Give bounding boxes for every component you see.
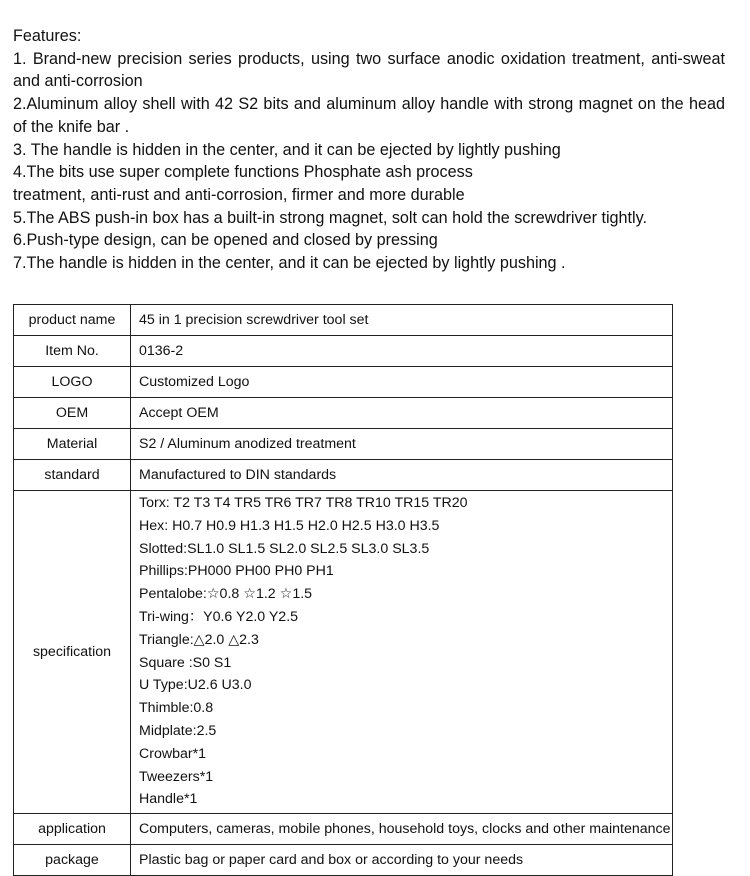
table-row [14, 845, 673, 876]
spec-item: Torx: T2 T3 T4 TR5 TR6 TR7 TR8 TR10 TR15 TR20 [139, 495, 468, 511]
row-value: Manufactured to DIN standards [131, 460, 673, 491]
spec-item: Tri-wing：Y0.6 Y2.0 Y2.5 [139, 608, 299, 625]
table-row [14, 429, 673, 460]
table-row [14, 336, 673, 367]
feature-line: 4.The bits use super complete functions Phosphate ash process [13, 163, 473, 182]
spec-item: Handle*1 [139, 791, 198, 808]
specification-row [14, 491, 673, 814]
spec-item: Midplate:2.5 [139, 722, 217, 739]
specification-list [131, 491, 673, 814]
feature-line: 5.The ABS push-in box has a built-in strong magnet, solt can hold the screwdriver tightly. [13, 208, 648, 227]
spec-item: Crowbar*1 [139, 745, 207, 762]
row-value: Accept OEM [131, 398, 673, 429]
row-label: Material [14, 429, 131, 460]
row-value: 0136-2 [131, 336, 673, 367]
row-label: specification [14, 491, 131, 814]
feature-line: 7.The handle is hidden in the center, and it can be ejected by lightly pushing . [13, 254, 566, 273]
feature-line: 2.Aluminum alloy shell with 42 S2 bits and aluminum alloy handle with strong magnet on the head of the knife bar . [13, 95, 725, 136]
feature-line: treatment, anti-rust and anti-corrosion, firmer and more durable [13, 185, 465, 204]
row-label: LOGO [14, 367, 131, 398]
features-section [13, 25, 725, 275]
spec-item: Pentalobe:☆0.8 ☆1.2 ☆1.5 [139, 586, 313, 603]
spec-item: U Type:U2.6 U3.0 [139, 677, 252, 694]
product-spec-table [13, 304, 673, 876]
row-label: product name [14, 305, 131, 336]
features-heading: Features: [13, 27, 82, 45]
table-row [14, 814, 673, 845]
spec-item: Hex: H0.7 H0.9 H1.3 H1.5 H2.0 H2.5 H3.0 H3.5 [139, 517, 440, 534]
row-label: standard [14, 460, 131, 491]
row-value: Customized Logo [131, 367, 673, 398]
row-label: application [14, 814, 131, 845]
table-row [14, 367, 673, 398]
row-value: Computers, cameras, mobile phones, household toys, clocks and other maintenance [131, 814, 673, 845]
row-label: OEM [14, 398, 131, 429]
table-row [14, 305, 673, 336]
row-value: Plastic bag or paper card and box or according to your needs [131, 845, 673, 876]
row-value: S2 / Aluminum anodized treatment [131, 429, 673, 460]
spec-item: Thimble:0.8 [139, 700, 214, 717]
feature-line: 1. Brand-new precision series products, using two surface anodic oxidation treatment, anti-sweat and anti-corrosion [13, 49, 725, 91]
spec-item: Phillips:PH000 PH00 PH0 PH1 [139, 563, 334, 580]
table-row [14, 460, 673, 491]
row-value: 45 in 1 precision screwdriver tool set [131, 305, 673, 336]
feature-line: 6.Push-type design, can be opened and closed by pressing [13, 231, 438, 250]
row-label: Item No. [14, 336, 131, 367]
spec-item: Tweezers*1 [139, 768, 214, 785]
spec-item: Triangle:△2.0 △2.3 [139, 631, 259, 648]
spec-item: Slotted:SL1.0 SL1.5 SL2.0 SL2.5 SL3.0 SL3.5 [139, 540, 430, 557]
row-label: package [14, 845, 131, 876]
spec-item: Square :S0 S1 [139, 654, 232, 671]
feature-line: 3. The handle is hidden in the center, and it can be ejected by lightly pushing [13, 140, 561, 159]
table-row [14, 398, 673, 429]
